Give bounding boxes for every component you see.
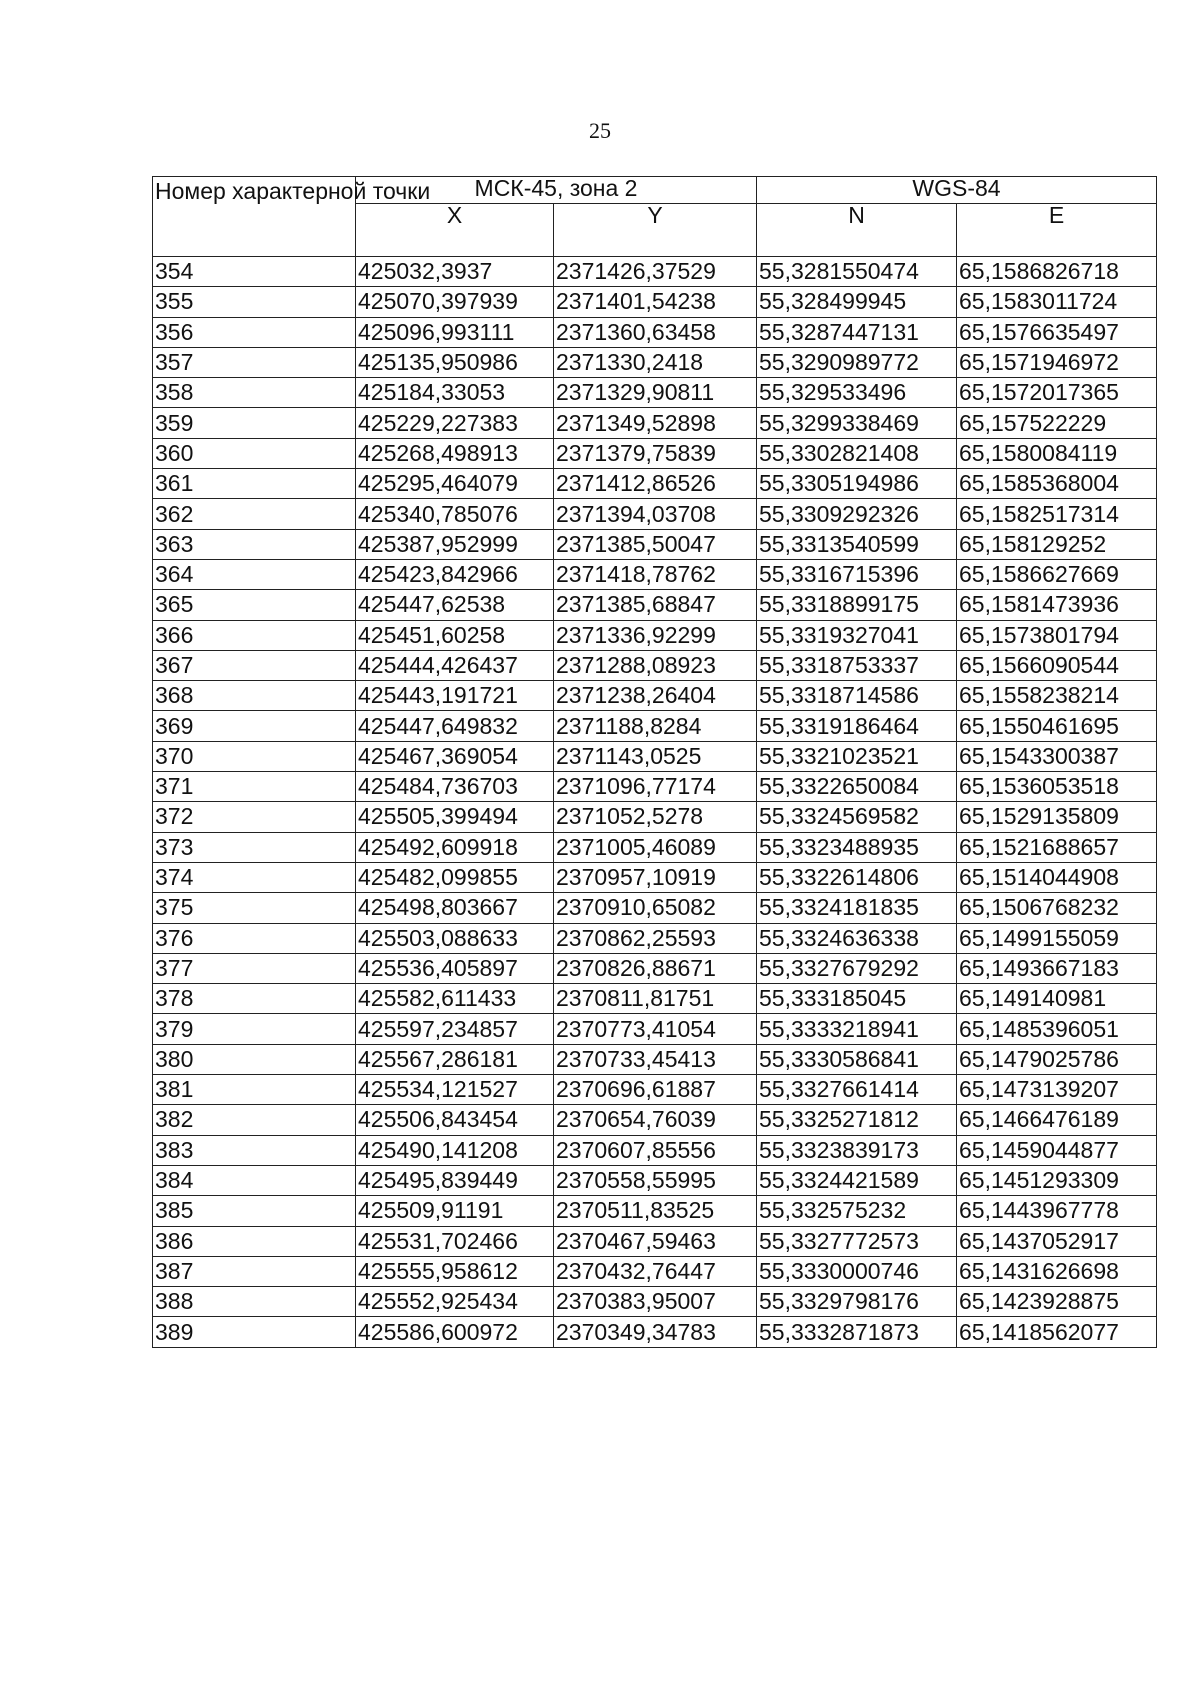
cell-e: 65,1423928875 bbox=[957, 1287, 1157, 1317]
cell-e: 65,1558238214 bbox=[957, 681, 1157, 711]
table-row bbox=[153, 1135, 1157, 1165]
cell-n: 55,3323839173 bbox=[757, 1135, 957, 1165]
cell-n: 55,3321023521 bbox=[757, 741, 957, 771]
cell-x: 425506,843454 bbox=[356, 1105, 554, 1135]
cell-n: 55,3329798176 bbox=[757, 1287, 957, 1317]
table-row bbox=[153, 1014, 1157, 1044]
cell-y: 2371005,46089 bbox=[554, 832, 757, 862]
cell-x: 425184,33053 bbox=[356, 378, 554, 408]
cell-point-number: 384 bbox=[153, 1165, 356, 1195]
cell-x: 425582,611433 bbox=[356, 984, 554, 1014]
cell-e: 65,1431626698 bbox=[957, 1256, 1157, 1286]
table-row bbox=[153, 711, 1157, 741]
cell-x: 425423,842966 bbox=[356, 559, 554, 589]
cell-point-number: 375 bbox=[153, 893, 356, 923]
cell-e: 65,1536053518 bbox=[957, 772, 1157, 802]
cell-y: 2371418,78762 bbox=[554, 559, 757, 589]
cell-n: 55,3281550474 bbox=[757, 257, 957, 287]
cell-x: 425503,088633 bbox=[356, 923, 554, 953]
cell-n: 55,3290989772 bbox=[757, 347, 957, 377]
table-row bbox=[153, 681, 1157, 711]
cell-n: 55,332575232 bbox=[757, 1196, 957, 1226]
cell-e: 65,1573801794 bbox=[957, 620, 1157, 650]
table-row bbox=[153, 1075, 1157, 1105]
cell-x: 425498,803667 bbox=[356, 893, 554, 923]
cell-n: 55,3324181835 bbox=[757, 893, 957, 923]
cell-x: 425340,785076 bbox=[356, 499, 554, 529]
cell-x: 425555,958612 bbox=[356, 1256, 554, 1286]
cell-e: 65,1580084119 bbox=[957, 438, 1157, 468]
cell-point-number: 373 bbox=[153, 832, 356, 862]
cell-point-number: 366 bbox=[153, 620, 356, 650]
cell-e: 65,1443967778 bbox=[957, 1196, 1157, 1226]
header-point-number: Номер характерной точки bbox=[153, 177, 356, 257]
cell-x: 425443,191721 bbox=[356, 681, 554, 711]
header-y: Y bbox=[554, 204, 757, 257]
cell-e: 65,1479025786 bbox=[957, 1044, 1157, 1074]
table-row bbox=[153, 893, 1157, 923]
cell-x: 425482,099855 bbox=[356, 862, 554, 892]
cell-x: 425387,952999 bbox=[356, 529, 554, 559]
table-row bbox=[153, 1226, 1157, 1256]
cell-n: 55,3318753337 bbox=[757, 650, 957, 680]
cell-y: 2370432,76447 bbox=[554, 1256, 757, 1286]
cell-y: 2370558,55995 bbox=[554, 1165, 757, 1195]
cell-n: 55,3287447131 bbox=[757, 317, 957, 347]
cell-point-number: 382 bbox=[153, 1105, 356, 1135]
table-row bbox=[153, 347, 1157, 377]
cell-e: 65,1529135809 bbox=[957, 802, 1157, 832]
table-row bbox=[153, 1044, 1157, 1074]
cell-point-number: 357 bbox=[153, 347, 356, 377]
cell-point-number: 374 bbox=[153, 862, 356, 892]
cell-x: 425567,286181 bbox=[356, 1044, 554, 1074]
cell-point-number: 386 bbox=[153, 1226, 356, 1256]
cell-point-number: 354 bbox=[153, 257, 356, 287]
cell-point-number: 359 bbox=[153, 408, 356, 438]
cell-e: 65,1566090544 bbox=[957, 650, 1157, 680]
cell-point-number: 376 bbox=[153, 923, 356, 953]
cell-y: 2370862,25593 bbox=[554, 923, 757, 953]
cell-y: 2371385,68847 bbox=[554, 590, 757, 620]
cell-point-number: 371 bbox=[153, 772, 356, 802]
cell-n: 55,3323488935 bbox=[757, 832, 957, 862]
cell-y: 2370826,88671 bbox=[554, 953, 757, 983]
cell-y: 2371238,26404 bbox=[554, 681, 757, 711]
cell-e: 65,1585368004 bbox=[957, 469, 1157, 499]
cell-x: 425135,950986 bbox=[356, 347, 554, 377]
cell-e: 65,1514044908 bbox=[957, 862, 1157, 892]
cell-point-number: 388 bbox=[153, 1287, 356, 1317]
cell-y: 2370773,41054 bbox=[554, 1014, 757, 1044]
cell-point-number: 379 bbox=[153, 1014, 356, 1044]
cell-n: 55,3322650084 bbox=[757, 772, 957, 802]
table-body bbox=[153, 257, 1157, 1348]
cell-e: 65,1583011724 bbox=[957, 287, 1157, 317]
cell-n: 55,333185045 bbox=[757, 984, 957, 1014]
cell-y: 2371336,92299 bbox=[554, 620, 757, 650]
table-row bbox=[153, 1165, 1157, 1195]
table-row bbox=[153, 650, 1157, 680]
cell-point-number: 355 bbox=[153, 287, 356, 317]
cell-e: 65,1485396051 bbox=[957, 1014, 1157, 1044]
cell-e: 65,1459044877 bbox=[957, 1135, 1157, 1165]
cell-y: 2370696,61887 bbox=[554, 1075, 757, 1105]
cell-y: 2370349,34783 bbox=[554, 1317, 757, 1347]
table-row bbox=[153, 1196, 1157, 1226]
cell-y: 2370383,95007 bbox=[554, 1287, 757, 1317]
cell-y: 2370467,59463 bbox=[554, 1226, 757, 1256]
cell-point-number: 365 bbox=[153, 590, 356, 620]
table-row bbox=[153, 438, 1157, 468]
table-row bbox=[153, 1317, 1157, 1347]
cell-n: 55,3324569582 bbox=[757, 802, 957, 832]
cell-x: 425096,993111 bbox=[356, 317, 554, 347]
cell-n: 55,329533496 bbox=[757, 378, 957, 408]
header-n: N bbox=[757, 204, 957, 257]
table-row bbox=[153, 620, 1157, 650]
cell-n: 55,3324421589 bbox=[757, 1165, 957, 1195]
table-row bbox=[153, 287, 1157, 317]
cell-x: 425467,369054 bbox=[356, 741, 554, 771]
cell-n: 55,3330000746 bbox=[757, 1256, 957, 1286]
cell-y: 2371379,75839 bbox=[554, 438, 757, 468]
cell-n: 55,3309292326 bbox=[757, 499, 957, 529]
cell-x: 425552,925434 bbox=[356, 1287, 554, 1317]
cell-n: 55,3325271812 bbox=[757, 1105, 957, 1135]
table-row bbox=[153, 923, 1157, 953]
cell-point-number: 378 bbox=[153, 984, 356, 1014]
cell-n: 55,328499945 bbox=[757, 287, 957, 317]
cell-y: 2371143,0525 bbox=[554, 741, 757, 771]
cell-e: 65,1499155059 bbox=[957, 923, 1157, 953]
cell-n: 55,3302821408 bbox=[757, 438, 957, 468]
cell-n: 55,3305194986 bbox=[757, 469, 957, 499]
cell-x: 425509,91191 bbox=[356, 1196, 554, 1226]
cell-y: 2371288,08923 bbox=[554, 650, 757, 680]
cell-point-number: 380 bbox=[153, 1044, 356, 1074]
cell-n: 55,3333218941 bbox=[757, 1014, 957, 1044]
cell-x: 425495,839449 bbox=[356, 1165, 554, 1195]
table-row bbox=[153, 862, 1157, 892]
cell-point-number: 370 bbox=[153, 741, 356, 771]
table-row bbox=[153, 772, 1157, 802]
cell-y: 2371412,86526 bbox=[554, 469, 757, 499]
coordinates-table bbox=[152, 176, 1157, 1348]
cell-e: 65,1581473936 bbox=[957, 590, 1157, 620]
cell-e: 65,1521688657 bbox=[957, 832, 1157, 862]
cell-y: 2370733,45413 bbox=[554, 1044, 757, 1074]
table-row bbox=[153, 1105, 1157, 1135]
table-row bbox=[153, 529, 1157, 559]
cell-e: 65,1466476189 bbox=[957, 1105, 1157, 1135]
cell-x: 425070,397939 bbox=[356, 287, 554, 317]
table-row bbox=[153, 408, 1157, 438]
cell-e: 65,1586826718 bbox=[957, 257, 1157, 287]
cell-point-number: 362 bbox=[153, 499, 356, 529]
cell-e: 65,1586627669 bbox=[957, 559, 1157, 589]
cell-e: 65,1550461695 bbox=[957, 711, 1157, 741]
cell-e: 65,1582517314 bbox=[957, 499, 1157, 529]
page-number: 25 bbox=[589, 118, 611, 143]
header-wgs-84: WGS-84 bbox=[757, 177, 1157, 204]
cell-x: 425492,609918 bbox=[356, 832, 554, 862]
cell-n: 55,3327772573 bbox=[757, 1226, 957, 1256]
cell-x: 425536,405897 bbox=[356, 953, 554, 983]
table-row bbox=[153, 559, 1157, 589]
cell-n: 55,3319186464 bbox=[757, 711, 957, 741]
header-e: E bbox=[957, 204, 1157, 257]
cell-point-number: 389 bbox=[153, 1317, 356, 1347]
cell-point-number: 385 bbox=[153, 1196, 356, 1226]
cell-y: 2371188,8284 bbox=[554, 711, 757, 741]
cell-x: 425447,649832 bbox=[356, 711, 554, 741]
cell-x: 425032,3937 bbox=[356, 257, 554, 287]
cell-e: 65,1571946972 bbox=[957, 347, 1157, 377]
table-row bbox=[153, 469, 1157, 499]
table-row bbox=[153, 802, 1157, 832]
cell-e: 65,1451293309 bbox=[957, 1165, 1157, 1195]
cell-y: 2370654,76039 bbox=[554, 1105, 757, 1135]
cell-y: 2371360,63458 bbox=[554, 317, 757, 347]
cell-x: 425451,60258 bbox=[356, 620, 554, 650]
table-row bbox=[153, 953, 1157, 983]
cell-point-number: 358 bbox=[153, 378, 356, 408]
cell-x: 425444,426437 bbox=[356, 650, 554, 680]
cell-x: 425268,498913 bbox=[356, 438, 554, 468]
cell-point-number: 364 bbox=[153, 559, 356, 589]
cell-e: 65,1572017365 bbox=[957, 378, 1157, 408]
cell-e: 65,1473139207 bbox=[957, 1075, 1157, 1105]
cell-x: 425229,227383 bbox=[356, 408, 554, 438]
cell-x: 425295,464079 bbox=[356, 469, 554, 499]
cell-x: 425505,399494 bbox=[356, 802, 554, 832]
cell-point-number: 377 bbox=[153, 953, 356, 983]
cell-x: 425586,600972 bbox=[356, 1317, 554, 1347]
cell-x: 425534,121527 bbox=[356, 1075, 554, 1105]
table-row bbox=[153, 378, 1157, 408]
header-x: X bbox=[356, 204, 554, 257]
cell-point-number: 372 bbox=[153, 802, 356, 832]
table-row bbox=[153, 832, 1157, 862]
table-row bbox=[153, 317, 1157, 347]
table-row bbox=[153, 499, 1157, 529]
cell-n: 55,3299338469 bbox=[757, 408, 957, 438]
cell-x: 425597,234857 bbox=[356, 1014, 554, 1044]
cell-point-number: 363 bbox=[153, 529, 356, 559]
cell-y: 2370607,85556 bbox=[554, 1135, 757, 1165]
cell-e: 65,1437052917 bbox=[957, 1226, 1157, 1256]
cell-n: 55,3324636338 bbox=[757, 923, 957, 953]
cell-point-number: 367 bbox=[153, 650, 356, 680]
table-row bbox=[153, 984, 1157, 1014]
header-msk-45-zone-2: МСК-45, зона 2 bbox=[356, 177, 757, 204]
cell-y: 2371394,03708 bbox=[554, 499, 757, 529]
cell-point-number: 361 bbox=[153, 469, 356, 499]
cell-e: 65,1418562077 bbox=[957, 1317, 1157, 1347]
cell-n: 55,3327679292 bbox=[757, 953, 957, 983]
cell-x: 425531,702466 bbox=[356, 1226, 554, 1256]
cell-e: 65,149140981 bbox=[957, 984, 1157, 1014]
cell-y: 2370511,83525 bbox=[554, 1196, 757, 1226]
cell-e: 65,1576635497 bbox=[957, 317, 1157, 347]
cell-point-number: 381 bbox=[153, 1075, 356, 1105]
header-row-groups bbox=[153, 177, 1157, 204]
table-row bbox=[153, 590, 1157, 620]
cell-n: 55,3313540599 bbox=[757, 529, 957, 559]
cell-y: 2370957,10919 bbox=[554, 862, 757, 892]
cell-point-number: 356 bbox=[153, 317, 356, 347]
cell-n: 55,3316715396 bbox=[757, 559, 957, 589]
cell-y: 2371349,52898 bbox=[554, 408, 757, 438]
table-header bbox=[153, 177, 1157, 257]
cell-e: 65,1506768232 bbox=[957, 893, 1157, 923]
cell-y: 2371330,2418 bbox=[554, 347, 757, 377]
cell-point-number: 368 bbox=[153, 681, 356, 711]
cell-point-number: 387 bbox=[153, 1256, 356, 1286]
cell-y: 2371329,90811 bbox=[554, 378, 757, 408]
cell-y: 2371052,5278 bbox=[554, 802, 757, 832]
table-row bbox=[153, 257, 1157, 287]
cell-y: 2370910,65082 bbox=[554, 893, 757, 923]
cell-n: 55,3330586841 bbox=[757, 1044, 957, 1074]
cell-n: 55,3332871873 bbox=[757, 1317, 957, 1347]
cell-x: 425447,62538 bbox=[356, 590, 554, 620]
table-row bbox=[153, 1256, 1157, 1286]
cell-e: 65,158129252 bbox=[957, 529, 1157, 559]
cell-e: 65,1543300387 bbox=[957, 741, 1157, 771]
cell-n: 55,3318714586 bbox=[757, 681, 957, 711]
cell-point-number: 369 bbox=[153, 711, 356, 741]
cell-n: 55,3322614806 bbox=[757, 862, 957, 892]
cell-y: 2371096,77174 bbox=[554, 772, 757, 802]
cell-y: 2371401,54238 bbox=[554, 287, 757, 317]
cell-e: 65,157522229 bbox=[957, 408, 1157, 438]
cell-n: 55,3319327041 bbox=[757, 620, 957, 650]
cell-e: 65,1493667183 bbox=[957, 953, 1157, 983]
cell-n: 55,3327661414 bbox=[757, 1075, 957, 1105]
cell-point-number: 383 bbox=[153, 1135, 356, 1165]
table-row bbox=[153, 741, 1157, 771]
cell-n: 55,3318899175 bbox=[757, 590, 957, 620]
cell-y: 2371426,37529 bbox=[554, 257, 757, 287]
cell-x: 425490,141208 bbox=[356, 1135, 554, 1165]
cell-y: 2371385,50047 bbox=[554, 529, 757, 559]
cell-y: 2370811,81751 bbox=[554, 984, 757, 1014]
table-row bbox=[153, 1287, 1157, 1317]
cell-point-number: 360 bbox=[153, 438, 356, 468]
cell-x: 425484,736703 bbox=[356, 772, 554, 802]
